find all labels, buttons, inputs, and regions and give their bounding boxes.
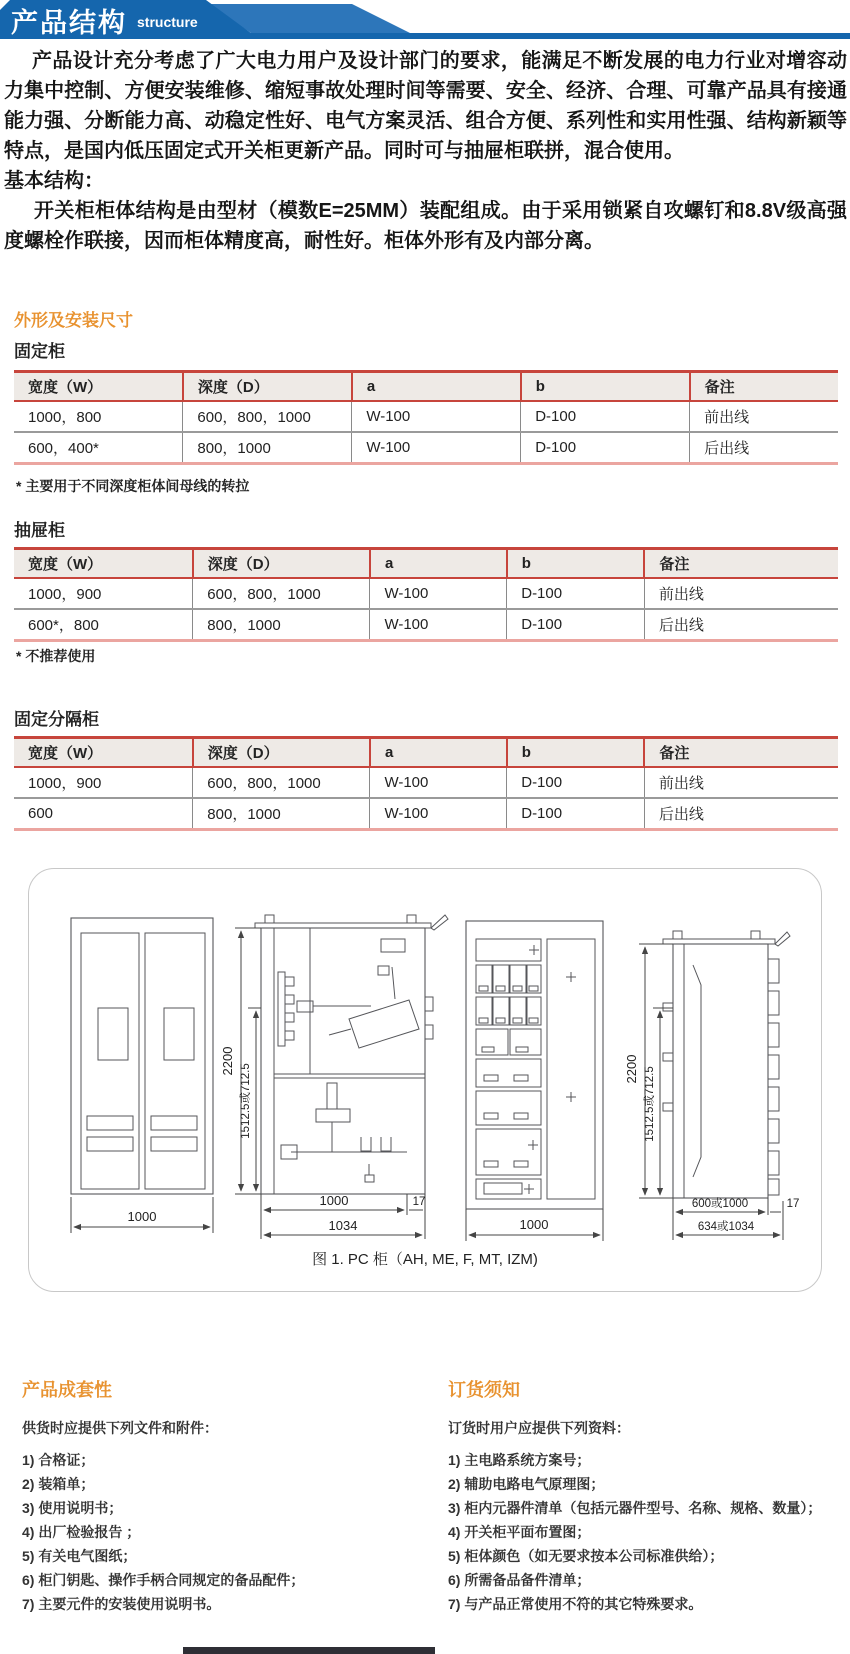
cell: 前出线 [690,401,838,432]
cell: W-100 [352,432,521,464]
intro-text-block [4,46,847,256]
dim-side-bottom1: 1000 [319,1193,349,1208]
ordering-notes-section [448,1376,846,1616]
figure-1-diagram-box [28,868,822,1292]
product-completeness-intro: 供货时应提供下列文件和附件： [22,1420,218,1436]
ordering-notes-title: 订货须知 [448,1380,520,1400]
dim-rear-height: 2200 [624,1054,639,1084]
col-header-b: b [521,372,690,402]
col-header-depth: 深度（D） [193,738,370,768]
list-item: 7) 与产品正常使用不符的其它特殊要求。 [448,1596,703,1612]
cell: D-100 [507,609,645,641]
list-item: 2) 装箱单； [22,1476,95,1492]
dim-drawer-width: 1000 [519,1217,549,1232]
cell: 后出线 [690,432,838,464]
cell: D-100 [521,401,690,432]
dim-rear-partial-height: 1512.5或712.5 [644,1066,656,1142]
col-header-a: a [370,738,507,768]
table-title-fixed-cabinet: 固定柜 [14,342,65,361]
dim-rear-gap: 17 [786,1198,800,1210]
list-item: 6) 所需备品备件清单； [448,1572,591,1588]
dim-rear-bottom2: 634或1034 [697,1221,755,1233]
col-header-b: b [507,549,645,579]
cell: W-100 [370,609,507,641]
cell: 800，1000 [183,432,352,464]
intro-paragraph-1: 产品设计充分考虑了广大电力用户及设计部门的要求，能满足不断发展的电力行业对增容动力集中控制、方便安装维修、缩短事故处理时间等需要、安全、经济、合理、可靠产品具有接通能力强、分断能力高、动稳定性好、电气方案灵活、组合方便、系列性和实用性强、结构新颖等特点，是国内低压固定式开关柜更新产品。同时可与抽屉柜联拼，混合使用。 [4,50,847,162]
list-item: 5) 柜体颜色（如无要求按本公司标准供给）； [448,1548,724,1564]
footnote-fixed-cabinet: * 主要用于不同深度柜体间母线的转拉 [16,478,250,494]
cell: D-100 [521,432,690,464]
cell: W-100 [370,798,507,830]
section-banner [0,0,850,42]
basic-structure-label: 基本结构： [4,170,104,192]
table-row [14,798,838,830]
cell: W-100 [370,578,507,609]
list-item: 4) 出厂检验报告 ； [22,1524,141,1540]
cell: D-100 [507,767,645,798]
cell: 600，400* [14,432,183,464]
product-completeness-title: 产品成套性 [22,1380,112,1400]
list-item: 3) 使用说明书； [22,1500,123,1516]
footnote-drawer-cabinet: * 不推荐使用 [16,648,96,664]
front-view-drawing [71,918,213,1233]
cell: W-100 [370,767,507,798]
spec-table-drawer-cabinet [14,547,838,642]
table-row [14,401,838,432]
page-subtitle: structure [137,14,198,30]
cell: 前出线 [644,767,838,798]
list-item: 6) 柜门钥匙、操作手柄合同规定的备品配件； [22,1572,305,1588]
cell: 1000，900 [28,586,102,603]
table-row [14,432,838,464]
table-title-drawer-cabinet: 抽屉柜 [14,521,65,540]
col-header-note: 备注 [690,372,838,402]
table-header-row [14,738,838,768]
spec-table-fixed-cabinet [14,370,838,465]
cell: 600，800，1000 [183,401,352,432]
cell: 前出线 [644,578,838,609]
intro-paragraph-2: 开关柜柜体结构是由型材（模数E=25MM）装配组成。由于采用锁紧自攻螺钉和8.8V级高强度螺栓作联接，因而柜体精度高，耐性好。柜体外形有及内部分离。 [4,200,847,252]
drawer-front-drawing [466,921,603,1241]
dim-side-height: 2200 [220,1046,235,1076]
col-header-a: a [370,549,507,579]
side-section-drawing [220,915,448,1239]
dim-side-bottom2: 1034 [328,1218,358,1233]
table-row [14,578,838,609]
col-header-depth: 深度（D） [183,372,352,402]
list-item: 3) 柜内元器件清单（包括元器件型号、名称、规格、数量）； [448,1500,822,1516]
cabinet-drawings [29,869,821,1251]
dim-side-gap: 17 [412,1196,426,1208]
table-header-row [14,549,838,579]
ordering-notes-intro: 订货时用户应提供下列资料： [448,1420,630,1436]
table-title-partition-cabinet: 固定分隔柜 [14,710,99,729]
dim-rear-bottom1: 600或1000 [691,1198,749,1210]
spec-table-partition-cabinet [14,736,838,831]
col-header-b: b [507,738,645,768]
col-header-depth: 深度（D） [193,549,370,579]
product-completeness-list [22,1448,422,1616]
col-header-a: a [352,372,521,402]
list-item: 2) 辅助电路电气原理图； [448,1476,605,1492]
figure-caption: 图 1. PC 柜（AH, ME, F, MT, IZM) [312,1251,538,1268]
cell: 800，1000 [193,798,370,830]
list-item: 1) 主电路系统方案号； [448,1452,591,1468]
list-item: 1) 合格证； [22,1452,95,1468]
col-header-width: 宽度（W） [14,549,193,579]
cell: 600，800，1000 [193,578,370,609]
col-header-note: 备注 [644,549,838,579]
cell: 600，800，1000 [193,767,370,798]
col-header-note: 备注 [644,738,838,768]
table-header-row [14,372,838,402]
cell: W-100 [352,401,521,432]
dim-front-width: 1000 [127,1209,157,1224]
col-header-width: 宽度（W） [14,372,183,402]
list-item: 4) 开关柜平面布置图； [448,1524,591,1540]
cell: 800，1000 [193,609,370,641]
ordering-notes-list [448,1448,846,1616]
rear-side-view-drawing [624,931,799,1240]
dim-side-partial-height: 1512.5或712.5 [240,1063,252,1139]
product-completeness-section [22,1376,422,1616]
table-row [14,767,838,798]
banner-shape [0,0,850,42]
cell: 1000，800 [28,409,102,426]
page-bottom-cutoff-bar [183,1647,435,1654]
cell: 后出线 [644,798,838,830]
cell: 600*，800 [14,609,193,641]
table-row [14,609,838,641]
page-title: 产品结构 [11,8,127,38]
cell: 1000，900 [28,775,102,792]
cell: 600 [14,798,193,830]
cell: D-100 [507,578,645,609]
list-item: 7) 主要元件的安装使用说明书。 [22,1596,221,1612]
col-header-width: 宽度（W） [14,738,193,768]
cell: 后出线 [644,609,838,641]
dims-section-title: 外形及安装尺寸 [14,311,133,330]
cell: D-100 [507,798,645,830]
list-item: 5) 有关电气图纸； [22,1548,137,1564]
